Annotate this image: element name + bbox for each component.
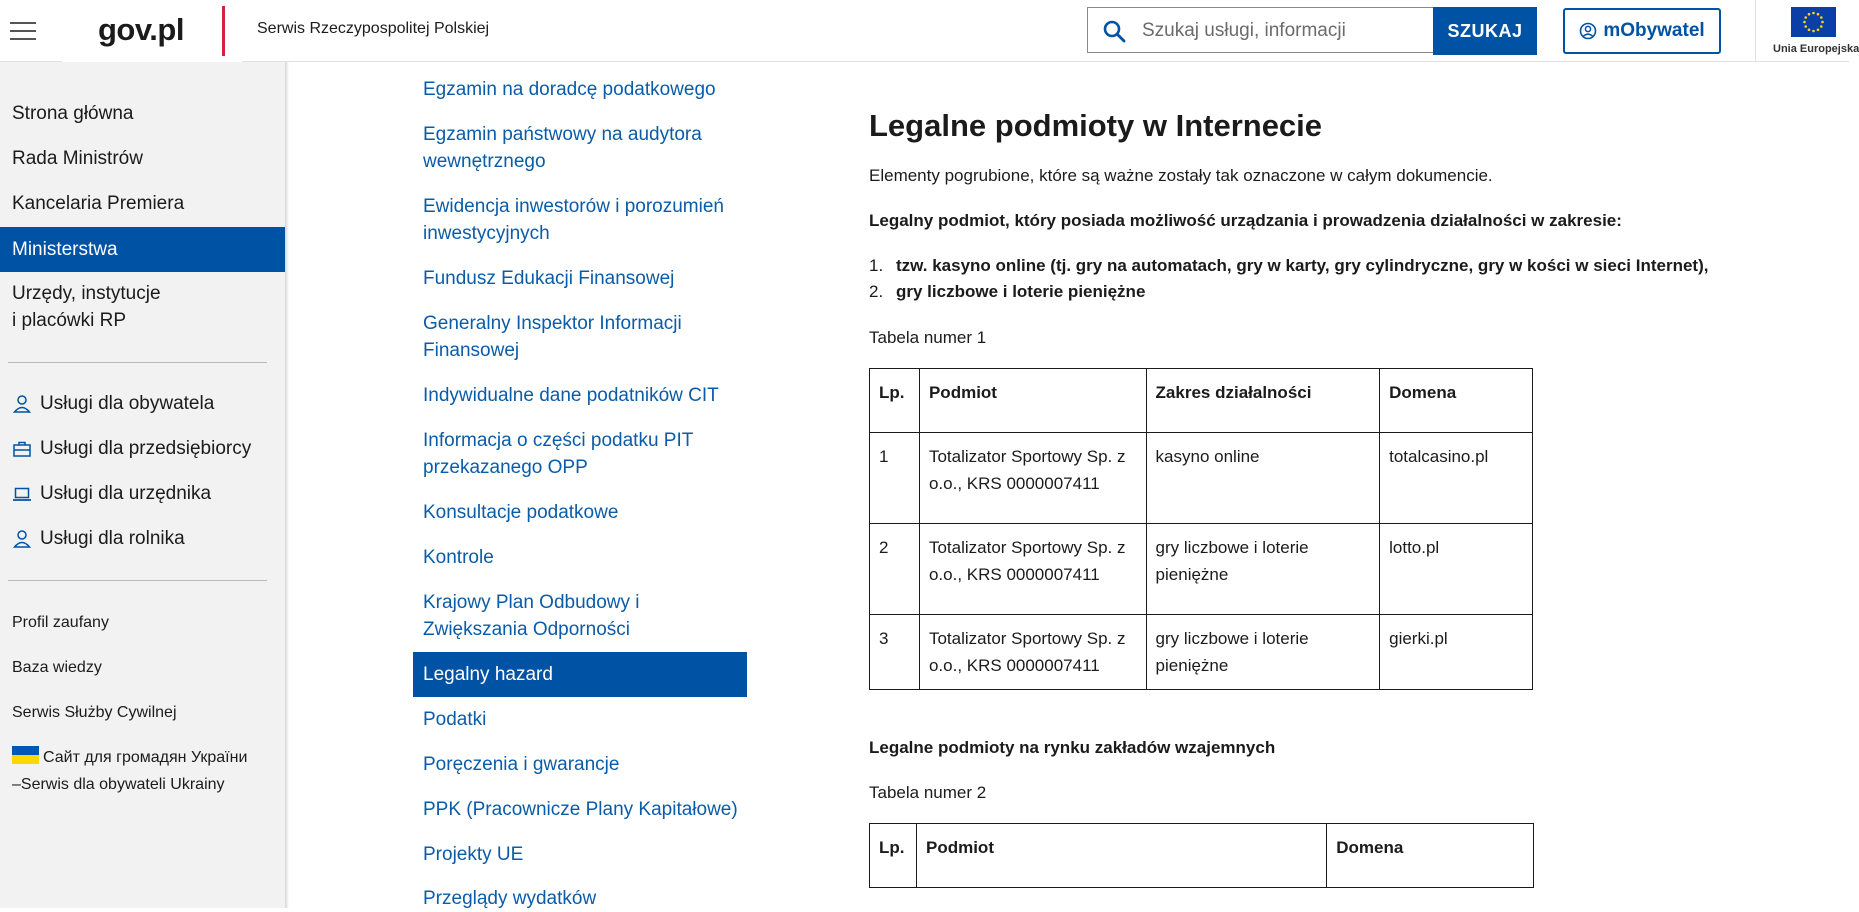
mobywatel-label: mObywatel xyxy=(1603,20,1705,41)
section2-heading: Legalne podmioty na rynku zakładów wzajemnych xyxy=(869,738,1276,757)
site-header xyxy=(0,0,1859,62)
logo-divider xyxy=(222,6,225,56)
table-header-cell: Domena xyxy=(1380,369,1533,433)
table-cell: Totalizator Sportowy Sp. z o.o., KRS 0000007411 xyxy=(919,433,1146,524)
ukraine-flag-icon xyxy=(12,746,39,764)
search-input[interactable] xyxy=(1140,8,1424,54)
sidebar-link-sluzba-cywilna[interactable]: Serwis Służby Cywilnej xyxy=(12,704,177,721)
nav-item-poreczenia[interactable]: Poręczenia i gwarancje xyxy=(423,754,620,775)
sidebar-item-uslugi-obywatel[interactable] xyxy=(12,390,214,417)
table-cell: 2 xyxy=(870,524,920,615)
table1-caption: Tabela numer 1 xyxy=(869,328,987,347)
table-header-cell: Podmiot xyxy=(919,369,1146,433)
table-header-row xyxy=(870,824,1534,888)
table-row xyxy=(870,615,1533,690)
nav-item-dane-cit[interactable]: Indywidualne dane podatników CIT xyxy=(423,385,719,406)
sidebar-item-label: Usługi dla rolnika xyxy=(40,528,185,549)
nav-item-projekty-ue[interactable]: Projekty UE xyxy=(423,844,524,865)
mobywatel-button[interactable] xyxy=(1563,8,1721,54)
table-header-cell: Domena xyxy=(1327,824,1534,888)
intro-text: Elementy pogrubione, które są ważne zostały tak oznaczone w całym dokumencie. xyxy=(869,166,1493,185)
table-header-cell: Lp. xyxy=(870,369,920,433)
list-number: 1. xyxy=(869,256,884,275)
nav-item-label: Egzamin państwowy na audytora xyxy=(423,124,702,145)
table-cell: gry liczbowe i loterie pieniężne xyxy=(1146,615,1380,690)
table-cell: Totalizator Sportowy Sp. z o.o., KRS 0000007411 xyxy=(919,615,1146,690)
list-number: 2. xyxy=(869,282,884,301)
briefcase-icon xyxy=(12,439,32,459)
table-header-row xyxy=(870,369,1533,433)
table-legalne-podmioty xyxy=(869,368,1533,690)
nav-item-label: Finansowej xyxy=(423,340,520,361)
gov-pl-logo[interactable]: gov.pl xyxy=(98,12,184,47)
nav-item-egzamin-audytor[interactable] xyxy=(413,121,747,175)
nav-item-label: Ewidencja inwestorów i porozumień xyxy=(423,196,724,217)
nav-item-kpo[interactable] xyxy=(413,589,747,643)
sidebar-item-uslugi-rolnik[interactable] xyxy=(12,525,185,552)
user-circle-icon xyxy=(1579,22,1597,40)
sidebar-item-label: i placówki RP xyxy=(12,310,127,331)
nav-item-przeglady-wydatkow[interactable]: Przeglądy wydatków xyxy=(423,888,597,909)
sidebar-divider xyxy=(8,362,267,363)
nav-item-egzamin-doradca[interactable]: Egzamin na doradcę podatkowego xyxy=(423,79,716,100)
sidebar-item-uslugi-przedsiebiorca[interactable] xyxy=(12,435,251,462)
nav-item-kontrole[interactable]: Kontrole xyxy=(423,547,494,568)
eu-label: Unia Europejska xyxy=(1773,43,1859,55)
nav-item-label: przekazanego OPP xyxy=(423,457,588,478)
laptop-icon xyxy=(12,484,32,504)
sidebar-item-kancelaria-premiera[interactable]: Kancelaria Premiera xyxy=(12,193,185,214)
sidebar-link-baza-wiedzy[interactable]: Baza wiedzy xyxy=(12,659,102,676)
header-divider xyxy=(1755,0,1756,62)
nav-item-label: Zwiększania Odporności xyxy=(423,619,630,640)
sidebar-shadow xyxy=(285,62,289,908)
sidebar-item-label: Usługi dla urzędnika xyxy=(40,483,212,504)
sidebar-divider xyxy=(8,580,267,581)
sidebar-link-profil-zaufany[interactable]: Profil zaufany xyxy=(12,614,109,631)
sidebar-item-rada-ministrow[interactable]: Rada Ministrów xyxy=(12,148,143,169)
table-cell: lotto.pl xyxy=(1380,524,1533,615)
menu-icon[interactable] xyxy=(0,0,46,62)
sidebar-item-urzedy[interactable] xyxy=(0,280,285,334)
nav-item-giif[interactable] xyxy=(413,310,747,364)
table-cell: 1 xyxy=(870,433,920,524)
sidebar-item-strona-glowna[interactable]: Strona główna xyxy=(12,103,134,124)
person-icon xyxy=(12,529,32,549)
table-cell: gierki.pl xyxy=(1380,615,1533,690)
table-row xyxy=(870,433,1533,524)
nav-item-label: wewnętrznego xyxy=(423,151,546,172)
site-tagline: Serwis Rzeczypospolitej Polskiej xyxy=(257,20,490,37)
table-cell: gry liczbowe i loterie pieniężne xyxy=(1146,524,1380,615)
sidebar-item-label: Urzędy, instytucje xyxy=(12,283,161,304)
nav-item-podatki[interactable]: Podatki xyxy=(423,709,487,730)
nav-item-ewidencja-inwestorow[interactable] xyxy=(413,193,747,247)
person-icon xyxy=(12,394,32,414)
nav-item-konsultacje[interactable]: Konsultacje podatkowe xyxy=(423,502,619,523)
nav-item-pit-opp[interactable] xyxy=(413,427,747,481)
list-text: gry liczbowe i loterie pieniężne xyxy=(896,282,1146,301)
list-item xyxy=(869,254,1708,278)
sidebar-link-ukraina[interactable] xyxy=(12,744,247,798)
search-icon xyxy=(1102,19,1126,43)
page-title: Legalne podmioty w Internecie xyxy=(869,108,1323,143)
nav-item-label: inwestycyjnych xyxy=(423,223,550,244)
eu-flag-icon xyxy=(1791,7,1836,37)
search-box xyxy=(1087,7,1433,53)
sidebar-link-label: Сайт для громадян України xyxy=(43,749,248,766)
table-cell: Totalizator Sportowy Sp. z o.o., KRS 0000007411 xyxy=(919,524,1146,615)
table-header-cell: Podmiot xyxy=(916,824,1326,888)
table-cell: kasyno online xyxy=(1146,433,1380,524)
nav-item-label: Generalny Inspektor Informacji xyxy=(423,313,682,334)
nav-item-label: Krajowy Plan Odbudowy i xyxy=(423,592,640,613)
table-row xyxy=(870,524,1533,615)
sidebar-link-label: –Serwis dla obywateli Ukrainy xyxy=(12,776,225,793)
nav-item-fundusz-edukacji[interactable]: Fundusz Edukacji Finansowej xyxy=(423,268,675,289)
search-button[interactable]: SZUKAJ xyxy=(1433,7,1537,55)
sidebar-item-label: Usługi dla obywatela xyxy=(40,393,215,414)
sidebar-item-uslugi-urzednik[interactable] xyxy=(12,480,211,507)
table-header-cell: Lp. xyxy=(870,824,917,888)
nav-item-label: Informacja o części podatku PIT xyxy=(423,430,694,451)
list-text: tzw. kasyno online (tj. gry na automatach, gry w karty, gry cylindryczne, gry w kości w sieci Internet), xyxy=(896,256,1709,275)
nav-item-ppk[interactable]: PPK (Pracownicze Plany Kapitałowe) xyxy=(423,799,738,820)
table-cell: 3 xyxy=(870,615,920,690)
table2-caption: Tabela numer 2 xyxy=(869,783,987,802)
lead-text: Legalny podmiot, który posiada możliwość urządzania i prowadzenia działalności w zakresie: xyxy=(869,211,1622,230)
table-zaklady-wzajemne xyxy=(869,823,1534,888)
sidebar-item-label: Usługi dla przedsiębiorcy xyxy=(40,438,252,459)
table-header-cell: Zakres działalności xyxy=(1146,369,1380,433)
sidebar-item-ministerstwa[interactable]: Ministerstwa xyxy=(0,227,285,272)
list-item xyxy=(869,280,1145,304)
nav-item-legalny-hazard[interactable]: Legalny hazard xyxy=(413,652,747,697)
table-cell: totalcasino.pl xyxy=(1380,433,1533,524)
